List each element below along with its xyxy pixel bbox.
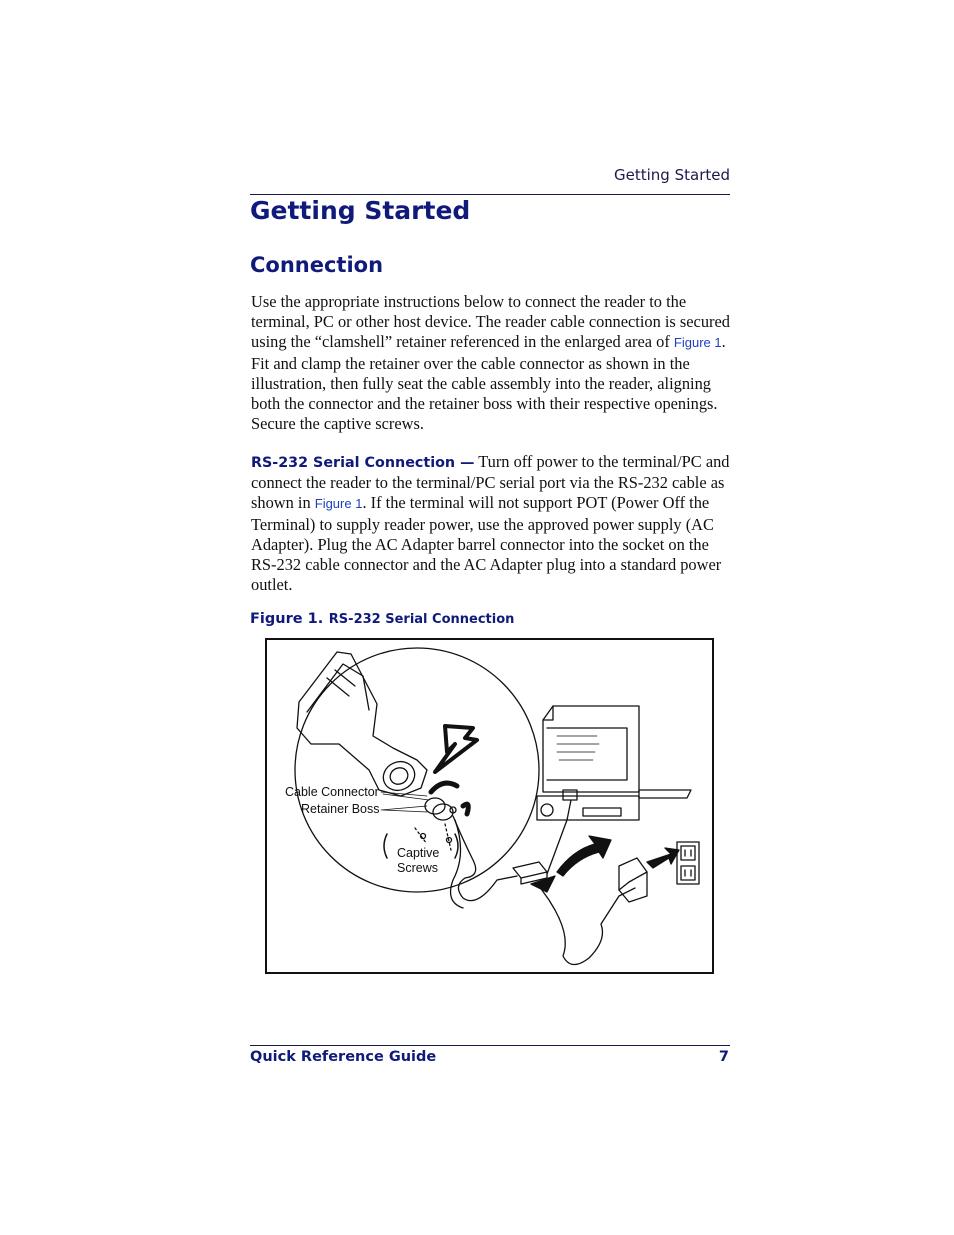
terminal-pc: [537, 706, 691, 820]
intro-text-end: . Fit and clamp the retainer over the cable connector as shown in the illustration, then fully seat the cable assembly into the reader, aligning both the connector and the retainer boss with their respective openings. Secure the captive screws.: [251, 332, 726, 434]
direction-arrows: [431, 726, 477, 814]
figure-title: RS-232 Serial Connection: [328, 612, 515, 627]
retainer-boss-leader: [381, 806, 427, 810]
figure-link[interactable]: Figure 1: [673, 335, 722, 351]
figure-link[interactable]: Figure 1: [314, 496, 363, 512]
scanner-reader: [297, 652, 427, 796]
keyboard: [639, 790, 691, 798]
running-head: Getting Started: [614, 166, 730, 184]
rs232-text-start: Turn off power to the terminal/PC and connect the reader to the terminal/PC serial port via the RS-232 cable as shown in: [251, 452, 730, 513]
arrow-to-outlet: [647, 848, 679, 868]
ac-adapter: [619, 858, 647, 902]
page-title: Getting Started: [250, 196, 471, 225]
intro-text-start: Use the appropriate instructions below to connect the reader to the terminal, PC or other host device. The reader cable connection is secured using the “clamshell” retainer referenced in the enlarged area of: [251, 292, 730, 352]
section-title: Connection: [250, 253, 384, 277]
page-number: 7: [718, 1049, 729, 1065]
footer-guide-title: Quick Reference Guide: [250, 1049, 437, 1065]
callout-retainer-boss: Retainer Boss: [301, 802, 380, 816]
power-outlet-icon: [677, 842, 699, 884]
callout-captive-screws-2: Screws: [397, 861, 438, 875]
rs232-runin-heading: RS-232 Serial Connection —: [251, 455, 475, 471]
arrow-to-pc: [557, 836, 611, 876]
coiled-cable: [451, 816, 517, 908]
header-rule: [250, 194, 730, 195]
rs232-text-end: . If the terminal will not support POT (Power Off the Terminal) to supply reader power, use the approved power supply (AC Adapter). Plug the AC Adapter barrel connector into the socket on the RS-232 cable connector and the AC Adapter plug into a standard power outlet.: [251, 493, 722, 595]
figure-label: Figure 1.: [250, 611, 324, 627]
rs232-paragraph: [251, 452, 731, 595]
figure-caption: [250, 608, 514, 627]
callout-captive-screws-1: Captive: [397, 846, 440, 860]
figure-illustration: [265, 638, 714, 974]
callout-cable-connector: Cable Connector: [285, 785, 379, 799]
intro-paragraph: [251, 292, 731, 434]
footer-rule: [250, 1045, 730, 1046]
